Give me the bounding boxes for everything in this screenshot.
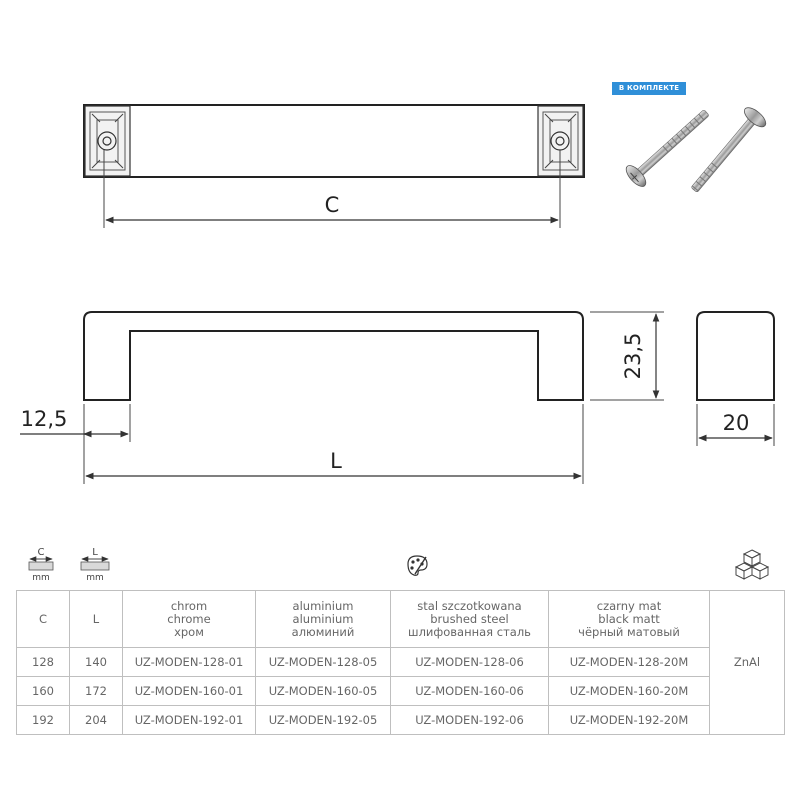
symbol-c-mm	[29, 547, 53, 583]
table-row: 160 172 UZ-MODEN-160-01 UZ-MODEN-160-05 UZ-MODEN-160-06 UZ-MODEN-160-20M	[17, 677, 785, 706]
handle-top-outline	[84, 105, 584, 177]
dimension-width-label: 20	[722, 411, 750, 435]
header-chrome: chrom chrome хром	[123, 591, 256, 648]
table-row: 128 140 UZ-MODEN-128-01 UZ-MODEN-128-05 UZ-MODEN-128-06 UZ-MODEN-128-20M ZnAl	[17, 648, 785, 677]
header-aluminium: aluminium aluminium алюминий	[256, 591, 391, 648]
handle-side-outline	[84, 312, 583, 400]
header-black-matt: czarny mat black matt чёрный матовый	[549, 591, 710, 648]
cubes-icon	[736, 550, 768, 579]
dimension-c-label: C	[324, 193, 340, 217]
dimension-length-label: L	[330, 449, 342, 473]
svg-text:L: L	[92, 547, 98, 558]
palette-icon	[408, 556, 427, 575]
screws-image	[623, 103, 769, 199]
dimension-offset-label: 12,5	[20, 407, 68, 431]
top-view	[84, 105, 584, 228]
svg-text:mm: mm	[86, 573, 104, 583]
included-badge: В КОМПЛЕКТЕ	[612, 82, 686, 95]
header-brushed-steel: stal szczotkowana brushed steel шлифованная сталь	[391, 591, 549, 648]
svg-text:C: C	[37, 547, 45, 558]
svg-text:mm: mm	[32, 573, 50, 583]
material-cell: ZnAl	[710, 648, 785, 677]
table-row: 192 204 UZ-MODEN-192-01 UZ-MODEN-192-05 UZ-MODEN-192-06 UZ-MODEN-192-20M	[17, 706, 785, 735]
header-material	[710, 591, 785, 648]
symbol-l-mm	[81, 547, 109, 583]
header-l: L	[70, 591, 123, 648]
dimension-height-label: 23,5	[621, 332, 645, 380]
side-view	[20, 312, 664, 484]
end-view	[697, 312, 774, 446]
header-c: C	[17, 591, 70, 648]
product-table	[16, 590, 785, 735]
mount-block-left	[85, 106, 130, 176]
handle-end-outline	[697, 312, 774, 400]
